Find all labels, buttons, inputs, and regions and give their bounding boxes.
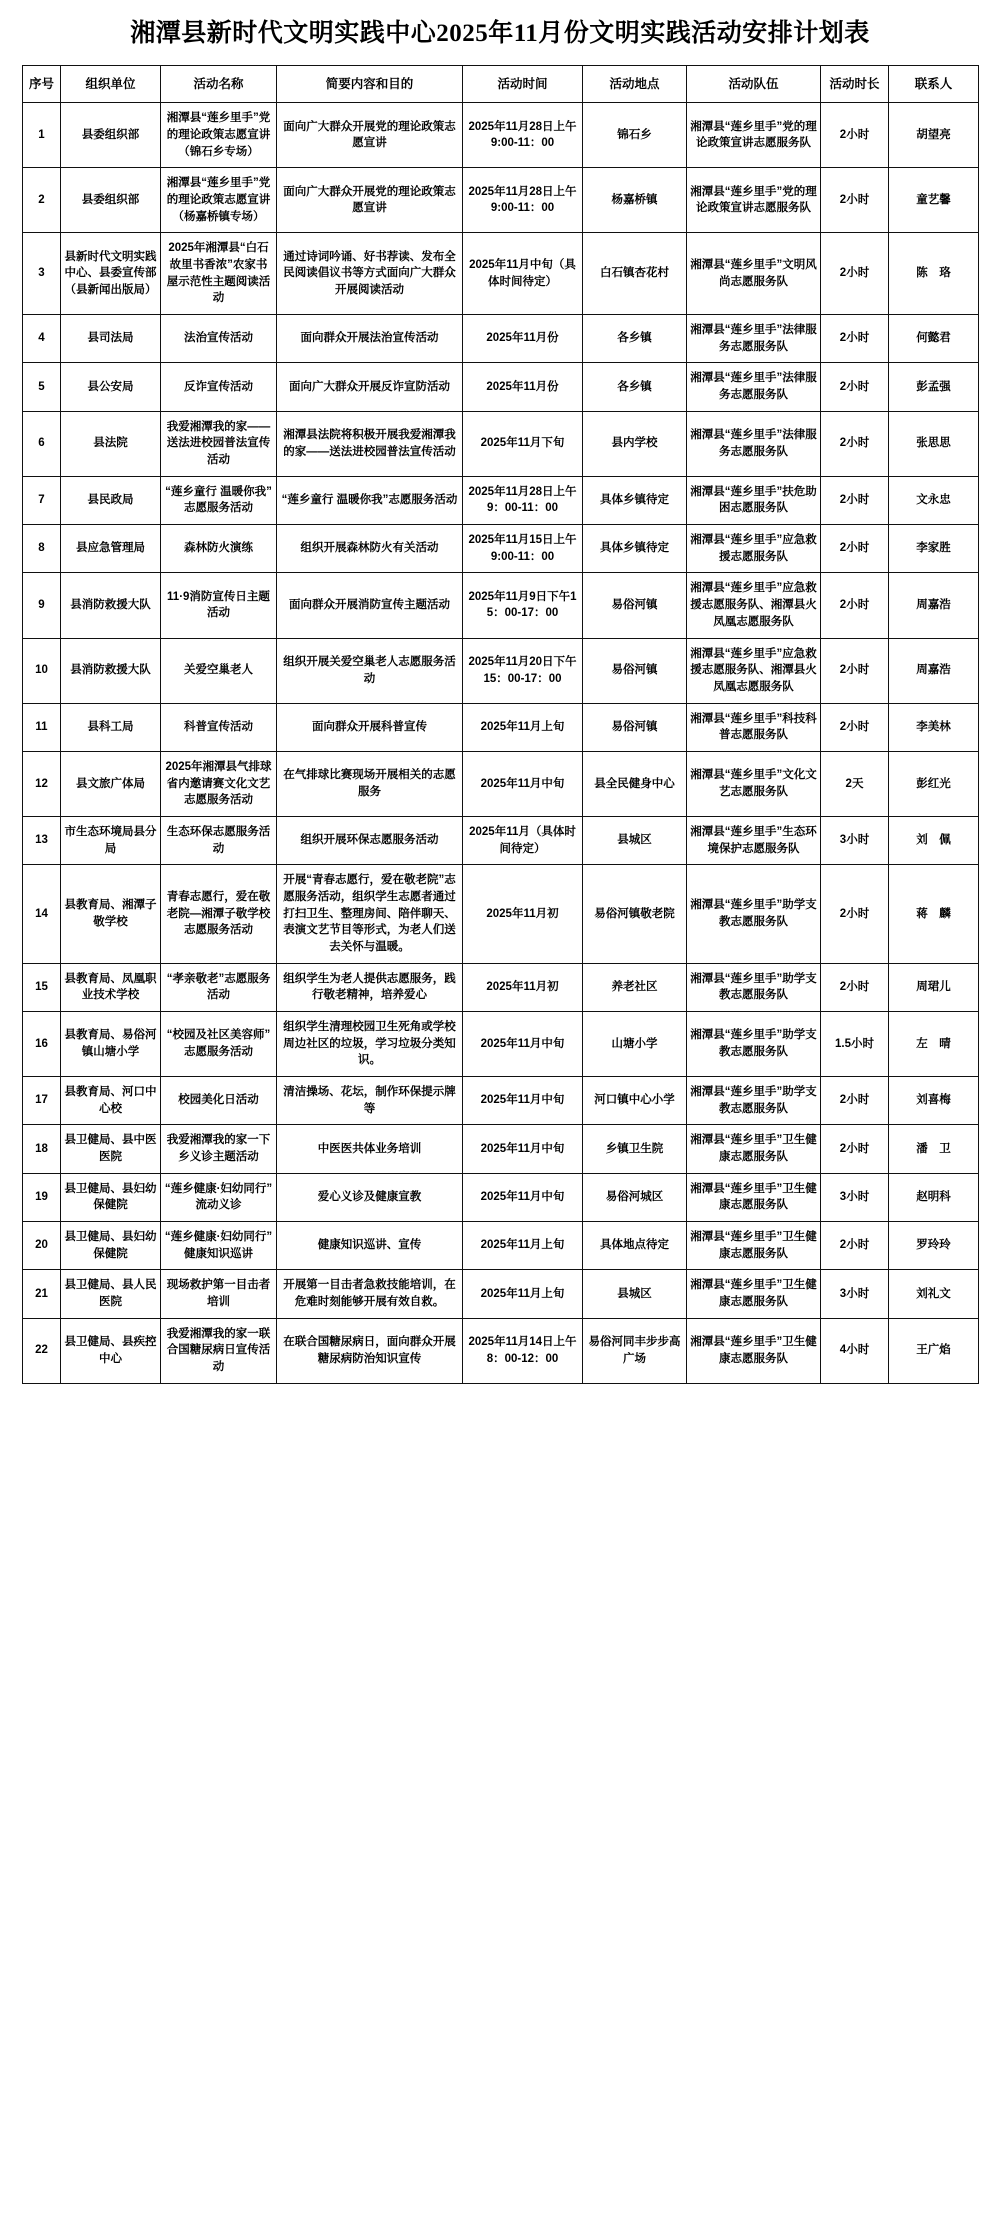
cell-name: “孝亲敬老”志愿服务活动 — [161, 963, 277, 1011]
cell-idx: 1 — [23, 103, 61, 168]
cell-contact: 王广焰 — [889, 1318, 979, 1383]
cell-dur: 2小时 — [821, 1125, 889, 1173]
cell-name: 11·9消防宣传日主题活动 — [161, 573, 277, 638]
cell-org: 县消防救援大队 — [61, 573, 161, 638]
cell-place: 各乡镇 — [583, 315, 687, 363]
cell-contact: 周嘉浩 — [889, 638, 979, 703]
cell-contact: 刘 佩 — [889, 816, 979, 864]
cell-time: 2025年11月份 — [463, 363, 583, 411]
cell-name: 2025年湘潭县气排球省内邀请赛文化文艺志愿服务活动 — [161, 751, 277, 816]
cell-desc: 面向群众开展科普宣传 — [277, 703, 463, 751]
cell-org: 县卫健局、县妇幼保健院 — [61, 1173, 161, 1221]
cell-desc: 在气排球比赛现场开展相关的志愿服务 — [277, 751, 463, 816]
cell-contact: 潘 卫 — [889, 1125, 979, 1173]
cell-place: 县全民健身中心 — [583, 751, 687, 816]
cell-name: “莲乡童行 温暖你我”志愿服务活动 — [161, 476, 277, 524]
cell-time: 2025年11月14日上午8：00-12：00 — [463, 1318, 583, 1383]
cell-contact: 李家胜 — [889, 525, 979, 573]
cell-idx: 15 — [23, 963, 61, 1011]
cell-idx: 3 — [23, 233, 61, 315]
cell-idx: 11 — [23, 703, 61, 751]
table-body — [23, 103, 979, 1383]
cell-team: 湘潭县“莲乡里手”助学支教志愿服务队 — [687, 865, 821, 963]
cell-name: 森林防火演练 — [161, 525, 277, 573]
cell-time: 2025年11月（具体时间待定） — [463, 816, 583, 864]
table-row — [23, 1221, 979, 1269]
cell-desc: 通过诗词吟诵、好书荐读、发布全民阅读倡议书等方式面向广大群众开展阅读活动 — [277, 233, 463, 315]
cell-team: 湘潭县“莲乡里手”应急救援志愿服务队、湘潭县火凤凰志愿服务队 — [687, 638, 821, 703]
cell-team: 湘潭县“莲乡里手”文化文艺志愿服务队 — [687, 751, 821, 816]
cell-team: 湘潭县“莲乡里手”卫生健康志愿服务队 — [687, 1270, 821, 1318]
cell-desc: 面向广大群众开展党的理论政策志愿宣讲 — [277, 168, 463, 233]
cell-time: 2025年11月中旬 — [463, 1173, 583, 1221]
cell-place: 山塘小学 — [583, 1011, 687, 1076]
cell-dur: 2小时 — [821, 315, 889, 363]
cell-time: 2025年11月中旬 — [463, 1125, 583, 1173]
cell-contact: 左 晴 — [889, 1011, 979, 1076]
cell-org: 县文旅广体局 — [61, 751, 161, 816]
cell-desc: 面向群众开展法治宣传活动 — [277, 315, 463, 363]
cell-place: 具体地点待定 — [583, 1221, 687, 1269]
cell-desc: 在联合国糖尿病日，面向群众开展糖尿病防治知识宣传 — [277, 1318, 463, 1383]
cell-desc: 健康知识巡讲、宣传 — [277, 1221, 463, 1269]
column-header-contact: 联系人 — [889, 66, 979, 103]
cell-idx: 18 — [23, 1125, 61, 1173]
cell-org: 县卫健局、县中医医院 — [61, 1125, 161, 1173]
cell-desc: 面向群众开展消防宣传主题活动 — [277, 573, 463, 638]
cell-dur: 2小时 — [821, 1076, 889, 1124]
cell-dur: 2小时 — [821, 411, 889, 476]
cell-contact: 童艺馨 — [889, 168, 979, 233]
cell-dur: 3小时 — [821, 1270, 889, 1318]
cell-dur: 2小时 — [821, 363, 889, 411]
cell-name: “校园及社区美容师”志愿服务活动 — [161, 1011, 277, 1076]
cell-place: 易俗河同丰步步高广场 — [583, 1318, 687, 1383]
cell-team: 湘潭县“莲乡里手”助学支教志愿服务队 — [687, 963, 821, 1011]
cell-contact: 彭红光 — [889, 751, 979, 816]
table-row — [23, 1270, 979, 1318]
cell-team: 湘潭县“莲乡里手”卫生健康志愿服务队 — [687, 1173, 821, 1221]
cell-org: 县新时代文明实践中心、县委宣传部（县新闻出版局） — [61, 233, 161, 315]
column-header-time: 活动时间 — [463, 66, 583, 103]
cell-org: 县教育局、湘潭子敬学校 — [61, 865, 161, 963]
cell-contact: 刘喜梅 — [889, 1076, 979, 1124]
table-row — [23, 525, 979, 573]
cell-idx: 4 — [23, 315, 61, 363]
cell-desc: “莲乡童行 温暖你我”志愿服务活动 — [277, 476, 463, 524]
cell-time: 2025年11月9日下午15：00-17：00 — [463, 573, 583, 638]
cell-desc: 组织学生为老人提供志愿服务，践行敬老精神，培养爱心 — [277, 963, 463, 1011]
cell-name: “莲乡健康·妇幼同行”健康知识巡讲 — [161, 1221, 277, 1269]
cell-name: 我爱湘潭我的家——送法进校园普法宣传活动 — [161, 411, 277, 476]
cell-team: 湘潭县“莲乡里手”科技科普志愿服务队 — [687, 703, 821, 751]
cell-name: “莲乡健康·妇幼同行”流动义诊 — [161, 1173, 277, 1221]
cell-dur: 2小时 — [821, 865, 889, 963]
column-header-name: 活动名称 — [161, 66, 277, 103]
cell-contact: 何懿君 — [889, 315, 979, 363]
cell-desc: 组织开展森林防火有关活动 — [277, 525, 463, 573]
cell-dur: 4小时 — [821, 1318, 889, 1383]
cell-team: 湘潭县“莲乡里手”党的理论政策宣讲志愿服务队 — [687, 103, 821, 168]
table-row — [23, 573, 979, 638]
table-row — [23, 1076, 979, 1124]
cell-contact: 周嘉浩 — [889, 573, 979, 638]
cell-team: 湘潭县“莲乡里手”党的理论政策宣讲志愿服务队 — [687, 168, 821, 233]
cell-team: 湘潭县“莲乡里手”应急救援志愿服务队 — [687, 525, 821, 573]
cell-desc: 清洁操场、花坛，制作环保提示牌等 — [277, 1076, 463, 1124]
cell-team: 湘潭县“莲乡里手”助学支教志愿服务队 — [687, 1011, 821, 1076]
cell-contact: 文永忠 — [889, 476, 979, 524]
activity-schedule-table — [22, 65, 979, 1383]
table-row — [23, 816, 979, 864]
cell-dur: 2小时 — [821, 638, 889, 703]
cell-idx: 6 — [23, 411, 61, 476]
table-header-row — [23, 66, 979, 103]
cell-idx: 9 — [23, 573, 61, 638]
cell-idx: 19 — [23, 1173, 61, 1221]
table-row — [23, 1318, 979, 1383]
cell-time: 2025年11月中旬 — [463, 1076, 583, 1124]
cell-org: 县应急管理局 — [61, 525, 161, 573]
cell-idx: 10 — [23, 638, 61, 703]
cell-place: 易俗河城区 — [583, 1173, 687, 1221]
column-header-org: 组织单位 — [61, 66, 161, 103]
cell-idx: 8 — [23, 525, 61, 573]
cell-name: 湘潭县“莲乡里手”党的理论政策志愿宣讲（杨嘉桥镇专场） — [161, 168, 277, 233]
table-row — [23, 1125, 979, 1173]
table-row — [23, 865, 979, 963]
cell-dur: 2小时 — [821, 1221, 889, 1269]
cell-time: 2025年11月上旬 — [463, 703, 583, 751]
cell-desc: 面向广大群众开展反诈宣防活动 — [277, 363, 463, 411]
cell-name: 生态环保志愿服务活动 — [161, 816, 277, 864]
table-row — [23, 168, 979, 233]
table-row — [23, 1173, 979, 1221]
column-header-team: 活动队伍 — [687, 66, 821, 103]
cell-place: 县城区 — [583, 1270, 687, 1318]
cell-name: 青春志愿行，爱在敬老院—湘潭子敬学校志愿服务活动 — [161, 865, 277, 963]
table-row — [23, 363, 979, 411]
cell-name: 校园美化日活动 — [161, 1076, 277, 1124]
column-header-description: 简要内容和目的 — [277, 66, 463, 103]
cell-team: 湘潭县“莲乡里手”生态环境保护志愿服务队 — [687, 816, 821, 864]
cell-dur: 2小时 — [821, 525, 889, 573]
cell-place: 杨嘉桥镇 — [583, 168, 687, 233]
cell-contact: 李美林 — [889, 703, 979, 751]
cell-idx: 2 — [23, 168, 61, 233]
cell-place: 县内学校 — [583, 411, 687, 476]
cell-idx: 5 — [23, 363, 61, 411]
cell-time: 2025年11月上旬 — [463, 1221, 583, 1269]
cell-desc: 面向广大群众开展党的理论政策志愿宣讲 — [277, 103, 463, 168]
cell-time: 2025年11月初 — [463, 963, 583, 1011]
page-title: 湘潭县新时代文明实践中心2025年11月份文明实践活动安排计划表 — [130, 20, 870, 47]
cell-desc: 组织开展关爱空巢老人志愿服务活动 — [277, 638, 463, 703]
cell-org: 县教育局、凤凰职业技术学校 — [61, 963, 161, 1011]
cell-contact: 罗玲玲 — [889, 1221, 979, 1269]
cell-idx: 16 — [23, 1011, 61, 1076]
cell-team: 湘潭县“莲乡里手”法律服务志愿服务队 — [687, 363, 821, 411]
cell-contact: 刘礼文 — [889, 1270, 979, 1318]
cell-place: 白石镇杏花村 — [583, 233, 687, 315]
cell-team: 湘潭县“莲乡里手”扶危助困志愿服务队 — [687, 476, 821, 524]
cell-dur: 2小时 — [821, 573, 889, 638]
cell-org: 县教育局、易俗河镇山塘小学 — [61, 1011, 161, 1076]
cell-contact: 蒋 麟 — [889, 865, 979, 963]
cell-org: 县教育局、河口中心校 — [61, 1076, 161, 1124]
cell-org: 市生态环境局县分局 — [61, 816, 161, 864]
cell-time: 2025年11月中旬 — [463, 751, 583, 816]
cell-time: 2025年11月下旬 — [463, 411, 583, 476]
cell-dur: 2小时 — [821, 963, 889, 1011]
table-row — [23, 103, 979, 168]
column-header-place: 活动地点 — [583, 66, 687, 103]
cell-place: 锦石乡 — [583, 103, 687, 168]
cell-idx: 22 — [23, 1318, 61, 1383]
cell-desc: 爱心义诊及健康宣教 — [277, 1173, 463, 1221]
cell-dur: 3小时 — [821, 1173, 889, 1221]
cell-time: 2025年11月上旬 — [463, 1270, 583, 1318]
cell-dur: 3小时 — [821, 816, 889, 864]
cell-team: 湘潭县“莲乡里手”法律服务志愿服务队 — [687, 315, 821, 363]
cell-contact: 周珺儿 — [889, 963, 979, 1011]
cell-time: 2025年11月中旬 — [463, 1011, 583, 1076]
cell-desc: 开展第一目击者急救技能培训，在危难时刻能够开展有效自救。 — [277, 1270, 463, 1318]
cell-time: 2025年11月份 — [463, 315, 583, 363]
cell-contact: 张思思 — [889, 411, 979, 476]
column-header-index: 序号 — [23, 66, 61, 103]
cell-place: 易俗河镇 — [583, 573, 687, 638]
cell-place: 易俗河镇敬老院 — [583, 865, 687, 963]
cell-team: 湘潭县“莲乡里手”卫生健康志愿服务队 — [687, 1221, 821, 1269]
cell-org: 县委组织部 — [61, 103, 161, 168]
cell-time: 2025年11月中旬（具体时间待定） — [463, 233, 583, 315]
table-row — [23, 233, 979, 315]
cell-contact: 彭孟强 — [889, 363, 979, 411]
cell-place: 具体乡镇待定 — [583, 525, 687, 573]
table-row — [23, 638, 979, 703]
cell-place: 具体乡镇待定 — [583, 476, 687, 524]
cell-name: 关爱空巢老人 — [161, 638, 277, 703]
cell-desc: 中医医共体业务培训 — [277, 1125, 463, 1173]
table-row — [23, 315, 979, 363]
cell-team: 湘潭县“莲乡里手”文明风尚志愿服务队 — [687, 233, 821, 315]
cell-place: 养老社区 — [583, 963, 687, 1011]
cell-place: 易俗河镇 — [583, 638, 687, 703]
cell-org: 县司法局 — [61, 315, 161, 363]
cell-idx: 12 — [23, 751, 61, 816]
cell-time: 2025年11月15日上午9:00-11：00 — [463, 525, 583, 573]
cell-idx: 21 — [23, 1270, 61, 1318]
cell-dur: 2天 — [821, 751, 889, 816]
cell-team: 湘潭县“莲乡里手”卫生健康志愿服务队 — [687, 1125, 821, 1173]
cell-idx: 17 — [23, 1076, 61, 1124]
cell-dur: 2小时 — [821, 703, 889, 751]
cell-name: 2025年湘潭县“白石故里书香浓”农家书屋示范性主题阅读活动 — [161, 233, 277, 315]
cell-org: 县科工局 — [61, 703, 161, 751]
column-header-duration: 活动时长 — [821, 66, 889, 103]
cell-name: 我爱湘潭我的家一下乡义诊主题活动 — [161, 1125, 277, 1173]
cell-dur: 2小时 — [821, 168, 889, 233]
cell-desc: 湘潭县法院将积极开展我爱湘潭我的家——送法进校园普法宣传活动 — [277, 411, 463, 476]
cell-contact: 陈 珞 — [889, 233, 979, 315]
cell-team: 湘潭县“莲乡里手”卫生健康志愿服务队 — [687, 1318, 821, 1383]
cell-org: 县委组织部 — [61, 168, 161, 233]
table-row — [23, 751, 979, 816]
cell-contact: 胡望亮 — [889, 103, 979, 168]
cell-name: 我爱湘潭我的家一联合国糖尿病日宣传活动 — [161, 1318, 277, 1383]
cell-org: 县法院 — [61, 411, 161, 476]
cell-org: 县消防救援大队 — [61, 638, 161, 703]
table-row — [23, 703, 979, 751]
table-row — [23, 411, 979, 476]
cell-idx: 13 — [23, 816, 61, 864]
cell-name: 反诈宣传活动 — [161, 363, 277, 411]
cell-place: 县城区 — [583, 816, 687, 864]
cell-dur: 1.5小时 — [821, 1011, 889, 1076]
cell-place: 河口镇中心小学 — [583, 1076, 687, 1124]
cell-desc: 组织开展环保志愿服务活动 — [277, 816, 463, 864]
cell-desc: 开展“青春志愿行，爱在敬老院”志愿服务活动，组织学生志愿者通过打扫卫生、整理房间、陪伴聊天、表演文艺节目等形式，为老人们送去关怀与温暖。 — [277, 865, 463, 963]
table-row — [23, 963, 979, 1011]
cell-name: 湘潭县“莲乡里手”党的理论政策志愿宣讲（锦石乡专场） — [161, 103, 277, 168]
cell-team: 湘潭县“莲乡里手”助学支教志愿服务队 — [687, 1076, 821, 1124]
cell-time: 2025年11月28日上午9:00-11：00 — [463, 103, 583, 168]
cell-org: 县公安局 — [61, 363, 161, 411]
cell-dur: 2小时 — [821, 103, 889, 168]
cell-team: 湘潭县“莲乡里手”应急救援志愿服务队、湘潭县火凤凰志愿服务队 — [687, 573, 821, 638]
cell-desc: 组织学生清理校园卫生死角或学校周边社区的垃圾，学习垃圾分类知识。 — [277, 1011, 463, 1076]
cell-place: 乡镇卫生院 — [583, 1125, 687, 1173]
cell-idx: 7 — [23, 476, 61, 524]
cell-org: 县卫健局、县妇幼保健院 — [61, 1221, 161, 1269]
cell-idx: 20 — [23, 1221, 61, 1269]
cell-time: 2025年11月28日上午9：00-11：00 — [463, 476, 583, 524]
cell-idx: 14 — [23, 865, 61, 963]
table-row — [23, 476, 979, 524]
cell-team: 湘潭县“莲乡里手”法律服务志愿服务队 — [687, 411, 821, 476]
cell-time: 2025年11月20日下午15：00-17：00 — [463, 638, 583, 703]
cell-time: 2025年11月初 — [463, 865, 583, 963]
cell-place: 易俗河镇 — [583, 703, 687, 751]
cell-name: 科普宣传活动 — [161, 703, 277, 751]
cell-time: 2025年11月28日上午9:00-11：00 — [463, 168, 583, 233]
cell-contact: 赵明科 — [889, 1173, 979, 1221]
cell-name: 法治宣传活动 — [161, 315, 277, 363]
table-row — [23, 1011, 979, 1076]
cell-place: 各乡镇 — [583, 363, 687, 411]
cell-org: 县卫健局、县疾控中心 — [61, 1318, 161, 1383]
cell-org: 县民政局 — [61, 476, 161, 524]
cell-org: 县卫健局、县人民医院 — [61, 1270, 161, 1318]
cell-name: 现场救护第一目击者培训 — [161, 1270, 277, 1318]
cell-dur: 2小时 — [821, 476, 889, 524]
cell-dur: 2小时 — [821, 233, 889, 315]
